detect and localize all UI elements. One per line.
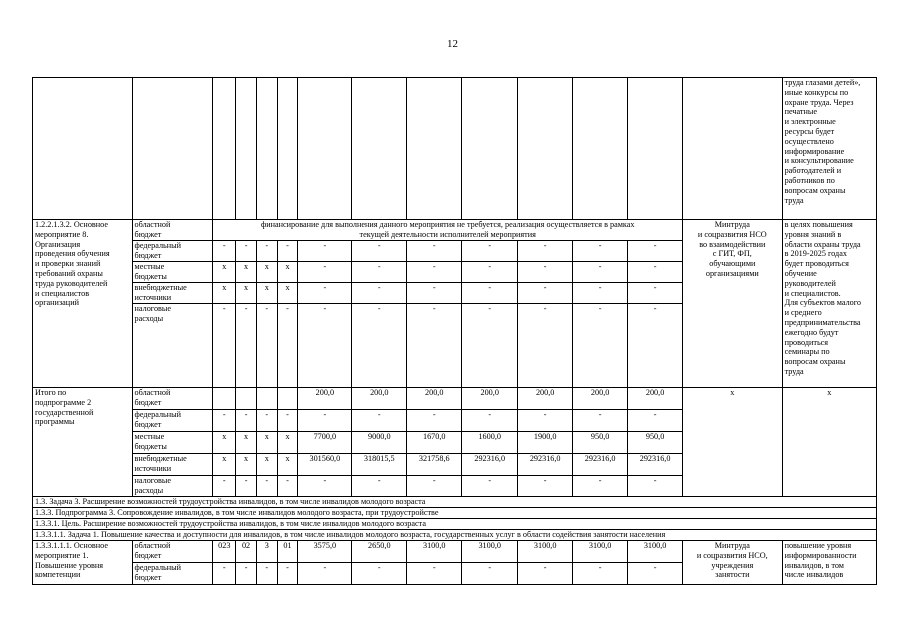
empty-cell <box>352 78 407 220</box>
year-value-cell: 3575,0 <box>298 541 352 563</box>
empty-cell <box>683 78 783 220</box>
code-cell: - <box>213 410 236 432</box>
executor-cell: Минтруда и соцразвития НСО, учреждения занятости <box>683 541 783 585</box>
year-value-cell: - <box>518 241 573 262</box>
year-value-cell: - <box>573 304 628 388</box>
measure-8-row <box>33 220 877 241</box>
code-cell: - <box>213 304 236 388</box>
total-name-cell: Итого по подпрограмме 2 государственной программы <box>33 388 133 497</box>
year-value-cell: 200,0 <box>462 388 518 410</box>
code-cell: - <box>256 476 277 497</box>
code-cell: - <box>277 241 298 262</box>
year-value-cell: 292316,0 <box>518 454 573 476</box>
empty-cell <box>132 78 213 220</box>
year-value-cell: 3100,0 <box>628 541 683 563</box>
year-value-cell: 200,0 <box>628 388 683 410</box>
year-value-cell: - <box>518 563 573 585</box>
measure-name-cell: 1.2.2.1.3.2. Основное мероприятие 8. Организация проведения обучения и проверки знаний требований охраны труда руководителей и специалистов организаций <box>33 220 133 388</box>
code-cell <box>277 388 298 410</box>
code-cell: - <box>236 241 257 262</box>
year-value-cell: - <box>628 283 683 304</box>
funding-source-cell: областной бюджет <box>132 388 213 410</box>
year-value-cell: - <box>298 410 352 432</box>
funding-source-cell: областной бюджет <box>132 541 213 563</box>
year-value-cell: 200,0 <box>352 388 407 410</box>
code-cell: 3 <box>256 541 277 563</box>
funding-source-cell: федеральный бюджет <box>132 563 213 585</box>
code-cell: - <box>277 410 298 432</box>
year-value-cell: 318015,5 <box>352 454 407 476</box>
year-value-cell: - <box>298 283 352 304</box>
code-cell: 01 <box>277 541 298 563</box>
year-value-cell: - <box>573 262 628 283</box>
result-cell: труда глазами детей», иные конкурсы по охране труда. Через печатные и электронные ресурсы будет осуществлено информирование и консультирование работодателей и работников по вопросам охраны труда <box>782 78 876 220</box>
empty-cell <box>256 78 277 220</box>
empty-cell <box>277 78 298 220</box>
year-value-cell: - <box>573 476 628 497</box>
funding-source-cell: федеральный бюджет <box>132 410 213 432</box>
empty-cell <box>236 78 257 220</box>
year-value-cell: - <box>352 304 407 388</box>
code-cell: - <box>277 563 298 585</box>
year-value-cell: 292316,0 <box>462 454 518 476</box>
section-header-row <box>33 497 877 508</box>
year-value-cell: - <box>407 241 462 262</box>
code-cell: x <box>236 432 257 454</box>
code-cell: x <box>256 432 277 454</box>
measure-name-cell: 1.3.3.1.1.1. Основное мероприятие 1. Повышение уровня компетенции <box>33 541 133 585</box>
year-value-cell: - <box>298 262 352 283</box>
code-cell: - <box>236 304 257 388</box>
code-cell: x <box>256 454 277 476</box>
year-value-cell: 950,0 <box>628 432 683 454</box>
year-value-cell: - <box>298 476 352 497</box>
code-cell: - <box>256 410 277 432</box>
year-value-cell: - <box>518 476 573 497</box>
year-value-cell: 200,0 <box>518 388 573 410</box>
year-value-cell: 200,0 <box>573 388 628 410</box>
funding-source-cell: местные бюджеты <box>132 432 213 454</box>
result-cell: повышение уровня информированности инвалидов, в том числе инвалидов <box>782 541 876 585</box>
section-header: 1.3.3.1. Цель. Расширение возможностей трудоустройства инвалидов, в том числе инвалидов молодого возраста <box>33 519 877 530</box>
section-header: 1.3.3. Подпрограмма 3. Сопровождение инвалидов, в том числе инвалидов молодого возраста, при трудоустройстве <box>33 508 877 519</box>
year-value-cell: 1600,0 <box>462 432 518 454</box>
year-value-cell: - <box>298 304 352 388</box>
section-header: 1.3.3.1.1. Задача 1. Повышение качества и доступности для инвалидов, в том числе инвалидов молодого возраста, государственных услуг в области содействия занятости населения <box>33 530 877 541</box>
measure-1-row <box>33 541 877 563</box>
year-value-cell: - <box>407 283 462 304</box>
continuation-row <box>33 78 877 220</box>
code-cell: - <box>236 563 257 585</box>
year-value-cell: 3100,0 <box>462 541 518 563</box>
year-value-cell: - <box>352 563 407 585</box>
year-value-cell: 7700,0 <box>298 432 352 454</box>
year-value-cell: - <box>407 476 462 497</box>
year-value-cell: - <box>628 262 683 283</box>
code-cell: x <box>277 432 298 454</box>
code-cell: x <box>277 454 298 476</box>
year-value-cell: 3100,0 <box>573 541 628 563</box>
year-value-cell: - <box>407 262 462 283</box>
empty-cell <box>33 78 133 220</box>
year-value-cell: - <box>462 476 518 497</box>
year-value-cell: - <box>573 241 628 262</box>
executor-cell: Минтруда и соцразвития НСО во взаимодействии с ГИТ, ФП, обучающими организациями <box>683 220 783 388</box>
empty-cell <box>298 78 352 220</box>
program-table-body <box>33 78 877 585</box>
year-value-cell: 292316,0 <box>628 454 683 476</box>
code-cell: - <box>213 476 236 497</box>
funding-source-cell: областной бюджет <box>132 220 213 241</box>
result-cell: x <box>782 388 876 497</box>
year-value-cell: 3100,0 <box>518 541 573 563</box>
subprogram-total-row <box>33 388 877 410</box>
code-cell: - <box>236 476 257 497</box>
year-value-cell: - <box>407 304 462 388</box>
year-value-cell: 1670,0 <box>407 432 462 454</box>
code-cell: 023 <box>213 541 236 563</box>
year-value-cell: - <box>462 283 518 304</box>
program-table <box>32 77 877 585</box>
year-value-cell: 3100,0 <box>407 541 462 563</box>
code-cell: x <box>256 283 277 304</box>
code-cell: x <box>236 262 257 283</box>
code-cell: - <box>236 410 257 432</box>
year-value-cell: 301560,0 <box>298 454 352 476</box>
code-cell: 02 <box>236 541 257 563</box>
year-value-cell: - <box>352 241 407 262</box>
code-cell: x <box>236 454 257 476</box>
code-cell <box>256 388 277 410</box>
funding-source-cell: налоговые расходы <box>132 304 213 388</box>
funding-source-cell: федеральный бюджет <box>132 241 213 262</box>
code-cell: x <box>256 262 277 283</box>
year-value-cell: - <box>518 304 573 388</box>
year-value-cell: - <box>352 262 407 283</box>
year-value-cell: - <box>518 410 573 432</box>
funding-source-cell: внебюджетные источники <box>132 454 213 476</box>
year-value-cell: 321758,6 <box>407 454 462 476</box>
section-header-row <box>33 519 877 530</box>
funding-source-cell: внебюджетные источники <box>132 283 213 304</box>
year-value-cell: - <box>628 304 683 388</box>
year-value-cell: - <box>352 283 407 304</box>
year-value-cell: - <box>407 410 462 432</box>
code-cell <box>213 388 236 410</box>
code-cell: - <box>256 304 277 388</box>
section-header-row <box>33 530 877 541</box>
section-header-row <box>33 508 877 519</box>
year-value-cell: - <box>628 410 683 432</box>
year-value-cell: - <box>462 410 518 432</box>
year-value-cell: - <box>407 563 462 585</box>
code-cell: x <box>213 454 236 476</box>
empty-cell <box>518 78 573 220</box>
code-cell: - <box>256 563 277 585</box>
code-cell: x <box>213 283 236 304</box>
result-cell: в целях повышения уровня знаний в области охраны труда в 2019-2025 годах будет проводиться обучение руководителей и специалистов. Для субъектов малого и среднего предпринимательства ежегодно будут проводиться семинары по вопросам охраны труда <box>782 220 876 388</box>
year-value-cell: - <box>573 410 628 432</box>
year-value-cell: - <box>298 241 352 262</box>
year-value-cell: - <box>628 476 683 497</box>
year-value-cell: 9000,0 <box>352 432 407 454</box>
year-value-cell: - <box>298 563 352 585</box>
year-value-cell: - <box>352 410 407 432</box>
empty-cell <box>628 78 683 220</box>
year-value-cell: - <box>462 262 518 283</box>
section-header: 1.3. Задача 3. Расширение возможностей трудоустройства инвалидов, в том числе инвалидов молодого возраста <box>33 497 877 508</box>
no-funding-note: финансирование для выполнения данного мероприятия не требуется, реализация осуществляется в рамках текущей деятельности исполнителей мероприятия <box>213 220 683 241</box>
code-cell: - <box>277 304 298 388</box>
year-value-cell: - <box>573 283 628 304</box>
code-cell: - <box>277 476 298 497</box>
year-value-cell: 292316,0 <box>573 454 628 476</box>
year-value-cell: 1900,0 <box>518 432 573 454</box>
year-value-cell: - <box>462 241 518 262</box>
code-cell: x <box>277 262 298 283</box>
executor-cell: x <box>683 388 783 497</box>
year-value-cell: 2650,0 <box>352 541 407 563</box>
code-cell: x <box>277 283 298 304</box>
empty-cell <box>407 78 462 220</box>
year-value-cell: - <box>518 283 573 304</box>
year-value-cell: - <box>462 304 518 388</box>
funding-source-cell: местные бюджеты <box>132 262 213 283</box>
code-cell: - <box>256 241 277 262</box>
year-value-cell: - <box>462 563 518 585</box>
empty-cell <box>462 78 518 220</box>
year-value-cell: 200,0 <box>407 388 462 410</box>
code-cell: x <box>213 432 236 454</box>
year-value-cell: - <box>518 262 573 283</box>
code-cell: x <box>236 283 257 304</box>
code-cell: x <box>213 262 236 283</box>
year-value-cell: 200,0 <box>298 388 352 410</box>
page-number: 12 <box>447 38 458 50</box>
code-cell: - <box>213 563 236 585</box>
empty-cell <box>573 78 628 220</box>
year-value-cell: - <box>628 563 683 585</box>
empty-cell <box>213 78 236 220</box>
code-cell <box>236 388 257 410</box>
funding-source-cell: налоговые расходы <box>132 476 213 497</box>
code-cell: - <box>213 241 236 262</box>
year-value-cell: - <box>573 563 628 585</box>
year-value-cell: - <box>352 476 407 497</box>
year-value-cell: 950,0 <box>573 432 628 454</box>
year-value-cell: - <box>628 241 683 262</box>
